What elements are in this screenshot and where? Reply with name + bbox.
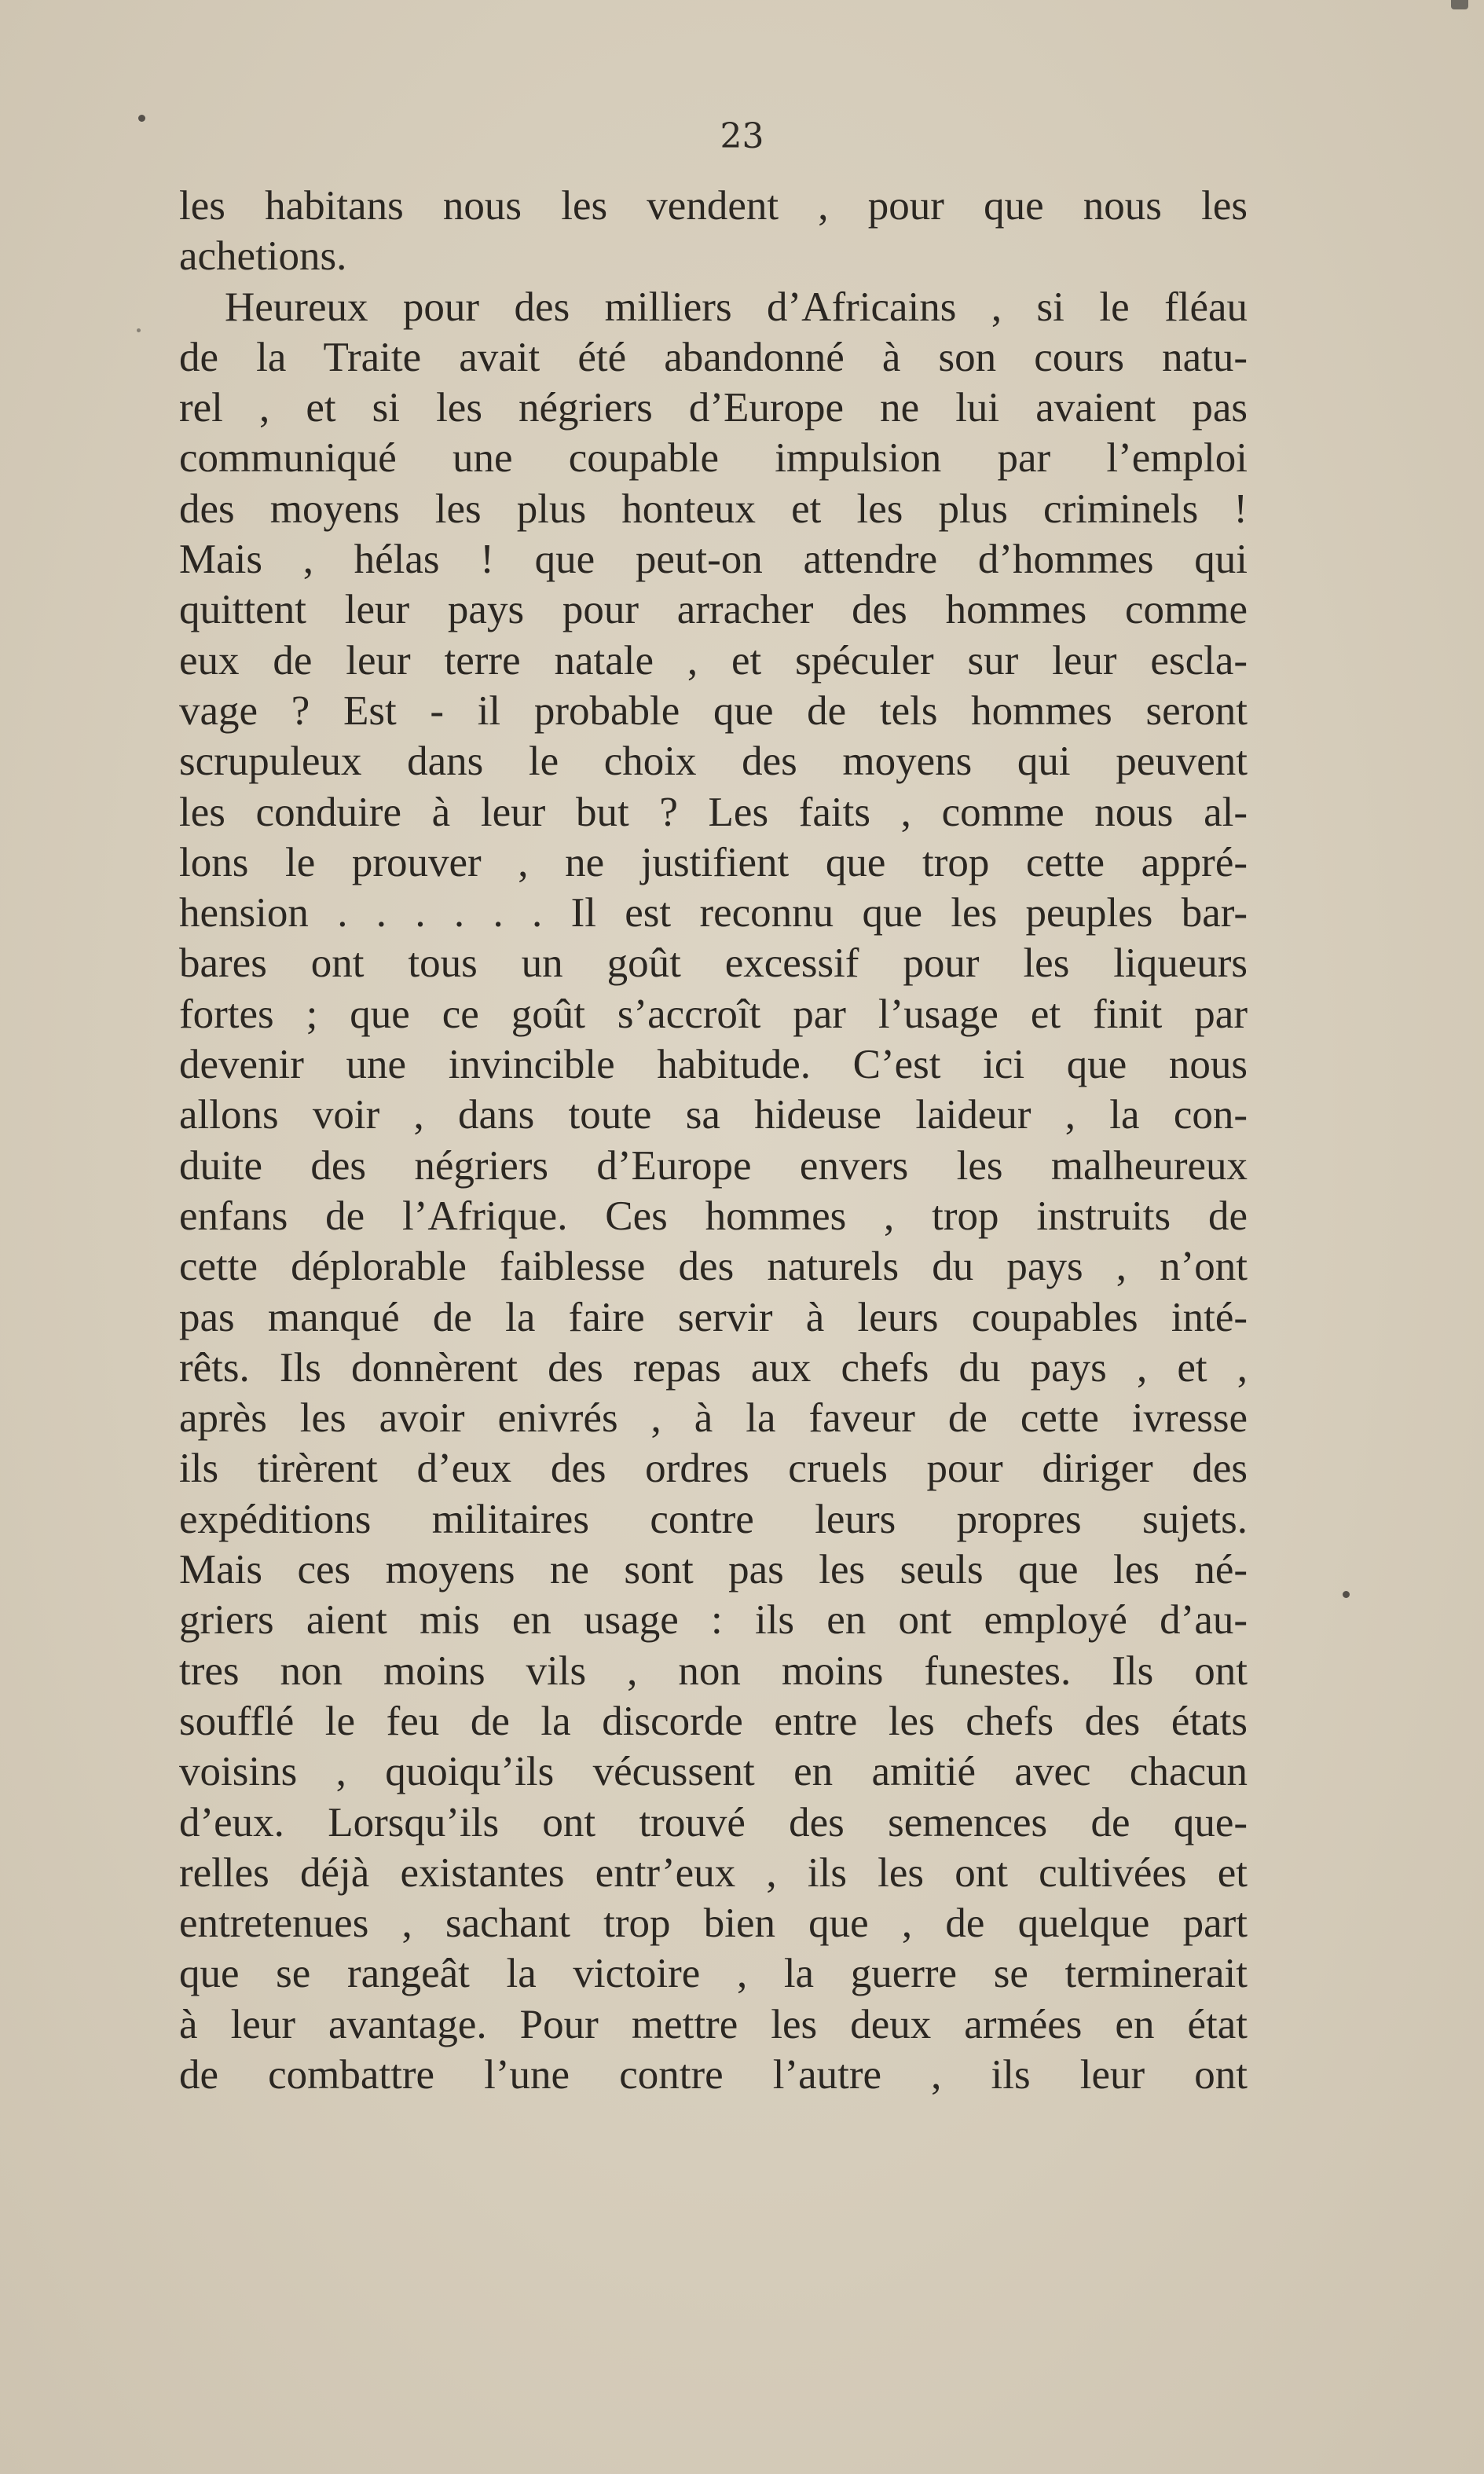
text-line: rêts. Ils donnèrent des repas aux chefs du pays , et ,	[179, 1344, 1248, 1391]
page-number: 23	[720, 116, 764, 156]
text-line: de la Traite avait été abandonné à son cours natu-	[179, 334, 1248, 380]
text-line: d’eux. Lorsqu’ils ont trouvé des semences de que-	[179, 1799, 1248, 1845]
text-line: des moyens les plus honteux et les plus criminels !	[179, 486, 1248, 532]
text-line: voisins , quoiqu’ils vécussent en amitié avec chacun	[179, 1749, 1248, 1795]
text-line: communiqué une coupable impulsion par l’emploi	[179, 435, 1248, 482]
text-line: les conduire à leur but ? Les faits , comme nous al-	[179, 789, 1248, 835]
text-line: quittent leur pays pour arracher des hommes comme	[179, 587, 1248, 633]
text-line: bares ont tous un goût excessif pour les liqueurs	[179, 940, 1248, 987]
text-line: Heureux pour des milliers d’Africains , si le fléau	[225, 284, 1248, 330]
text-line: Mais ces moyens ne sont pas les seuls que les né-	[179, 1547, 1248, 1593]
text-line: duite des négriers d’Europe envers les malheureux	[179, 1142, 1248, 1189]
text-line: lons le prouver , ne justifient que trop cette appré-	[179, 839, 1248, 885]
text-line: allons voir , dans toute sa hideuse laideur , la con-	[179, 1092, 1248, 1138]
ink-speck	[1343, 1591, 1350, 1598]
text-line: pas manqué de la faire servir à leurs coupables inté-	[179, 1294, 1248, 1340]
text-line: tres non moins vils , non moins funestes. Ils ont	[179, 1648, 1248, 1694]
text-line: à leur avantage. Pour mettre les deux armées en état	[179, 2001, 1248, 2047]
text-line: de combattre l’une contre l’autre , ils leur ont	[179, 2051, 1248, 2098]
scan-corner-mark	[1451, 0, 1468, 9]
text-line: enfans de l’Afrique. Ces hommes , trop instruits de	[179, 1193, 1248, 1239]
text-line: achetions.	[179, 233, 347, 280]
text-line: fortes ; que ce goût s’accroît par l’usage et finit par	[179, 991, 1248, 1037]
text-line: soufflé le feu de la discorde entre les chefs des états	[179, 1698, 1248, 1744]
text-line: rel , et si les négriers d’Europe ne lui avaient pas	[179, 385, 1248, 431]
text-line: hension . . . . . . Il est reconnu que les peuples bar-	[179, 890, 1248, 936]
text-line: eux de leur terre natale , et spéculer sur leur escla-	[179, 637, 1248, 684]
text-line: ils tirèrent d’eux des ordres cruels pour diriger des	[179, 1446, 1248, 1492]
text-line: devenir une invincible habitude. C’est ici que nous	[179, 1042, 1248, 1088]
text-line: Mais , hélas ! que peut-on attendre d’hommes qui	[179, 537, 1248, 583]
text-line: expéditions militaires contre leurs propres sujets.	[179, 1496, 1248, 1542]
body-text	[179, 181, 1248, 2100]
text-line: après les avoir enivrés , à la faveur de cette ivresse	[179, 1395, 1248, 1442]
text-line: vage ? Est - il probable que de tels hommes seront	[179, 687, 1248, 734]
text-line: griers aient mis en usage : ils en ont employé d’au-	[179, 1597, 1248, 1644]
ink-speck	[137, 328, 141, 332]
text-line: que se rangeât la victoire , la guerre se terminerait	[179, 1951, 1248, 1997]
text-line: relles déjà existantes entr’eux , ils les ont cultivées et	[179, 1849, 1248, 1896]
text-line: cette déplorable faiblesse des naturels du pays , n’ont	[179, 1244, 1248, 1290]
text-line: entretenues , sachant trop bien que , de quelque part	[179, 1900, 1248, 1947]
text-line: les habitans nous les vendent , pour que nous les	[179, 183, 1248, 229]
text-line: scrupuleux dans le choix des moyens qui peuvent	[179, 739, 1248, 785]
